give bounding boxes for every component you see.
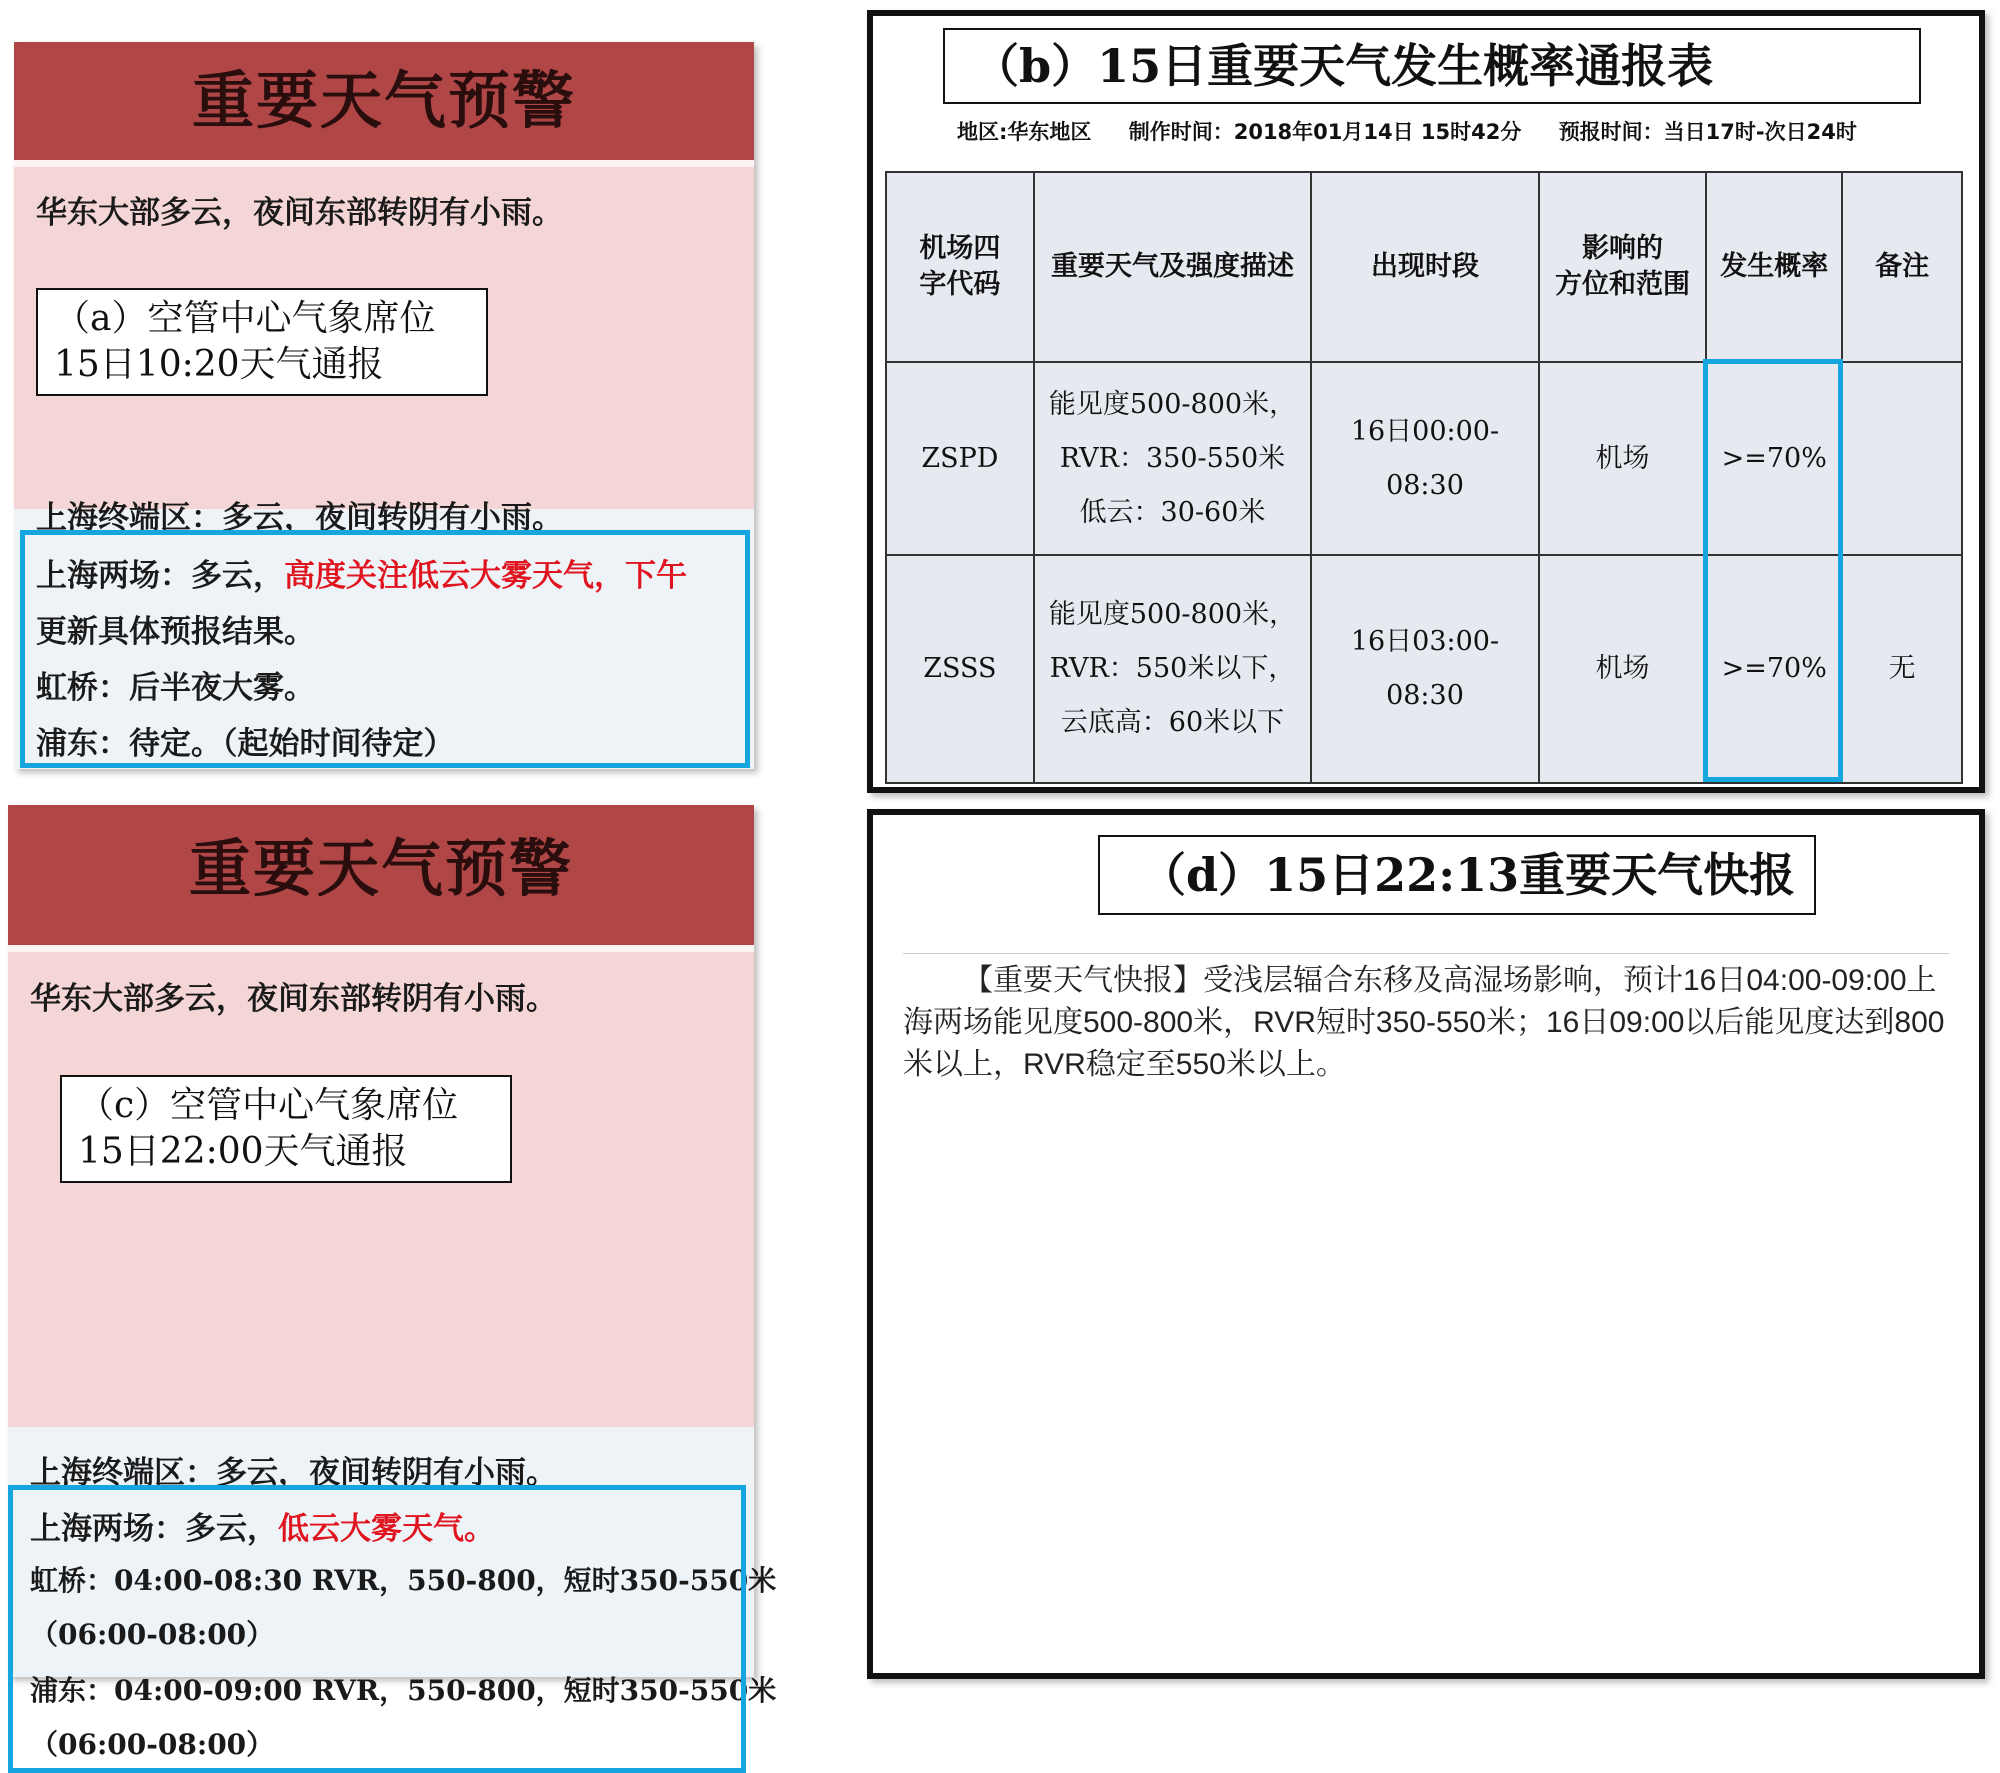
panel-b-meta: [957, 116, 1959, 146]
panel-a-header: 重要天气预警: [14, 42, 754, 160]
cell-desc: [1034, 362, 1311, 555]
warning-panel-c: [8, 805, 777, 1761]
panel-c-pink-area: [8, 952, 754, 1427]
panel-d-title: （d）15日22:13重要天气快报: [1098, 835, 1816, 915]
cell-desc-line3: 低云：30-60米: [1079, 496, 1266, 528]
panel-b-title: （b）15日重要天气发生概率通报表: [943, 28, 1921, 104]
panel-c-highlight-box: [8, 1485, 777, 1773]
panel-d-divider: [903, 953, 1949, 954]
probability-highlight-box: [1703, 359, 1843, 782]
panel-c-header: 重要天气预警: [8, 805, 754, 945]
panel-a-airports-cont: 更新具体预报结果。: [36, 614, 315, 650]
cell-desc-line1: 能见度500-800米，: [1048, 599, 1297, 630]
cell-note: 无: [1842, 555, 1962, 783]
warning-panel-a: [14, 42, 754, 769]
cell-desc-line1: 能见度500-800米，: [1048, 388, 1297, 420]
cell-desc-line2: RVR：550米以下，: [1049, 653, 1296, 684]
header-scope-line1: 影响的: [1582, 233, 1664, 264]
cell-period-line2: 08:30: [1386, 469, 1464, 501]
panel-a-summary: 华东大部多云，夜间东部转阴有小雨。: [36, 195, 563, 231]
header-desc: 重要天气及强度描述: [1034, 172, 1311, 362]
flash-report-panel-d: [867, 809, 1985, 1679]
panel-a-highlight-box: [20, 530, 750, 768]
panel-c-hongqiao: 虹桥：04:00-08:30 RVR，550-800，短时350-550米: [30, 1564, 777, 1597]
panel-c-hongqiao-time: （06:00-08:00）: [30, 1618, 275, 1651]
panel-c-airports-prefix: 上海两场：多云，: [30, 1511, 278, 1547]
panel-a-airports-alert: 高度关注低云大雾天气，下午: [284, 558, 687, 594]
panel-a-caption: [36, 288, 488, 396]
panel-c-caption-line2: 15日22:00天气通报: [78, 1131, 408, 1172]
header-icao-line2: 字代码: [919, 269, 1001, 300]
panel-b-region: 地区:华东地区: [957, 120, 1092, 144]
panel-c-caption-line1: （c）空管中心气象席位: [78, 1085, 459, 1126]
header-scope: [1539, 172, 1707, 362]
panel-c-pudong-time: （06:00-08:00）: [30, 1728, 275, 1761]
panel-a-airports-prefix: 上海两场：多云，: [36, 558, 284, 594]
panel-d-text: 【重要天气快报】受浅层辐合东移及高湿场影响，预计16日04:00-09:00上海两场能见度500-800米，RVR短时350-550米；16日09:00以后能见度达到800米以上，RVR稳定至550米以上。: [903, 964, 1945, 1081]
cell-desc: [1034, 555, 1311, 783]
panel-c-caption: [60, 1075, 512, 1183]
cell-scope: 机场: [1539, 555, 1707, 783]
header-icao-line1: 机场四: [919, 233, 1001, 264]
header-period: 出现时段: [1311, 172, 1539, 362]
panel-b-forecast-time: 预报时间：当日17时-次日24时: [1558, 120, 1857, 144]
cell-scope: 机场: [1539, 362, 1707, 555]
panel-c-summary: 华东大部多云，夜间东部转阴有小雨。: [30, 981, 557, 1017]
panel-c-pudong: 浦东：04:00-09:00 RVR，550-800，短时350-550米: [30, 1674, 777, 1707]
cell-icao: ZSPD: [886, 362, 1034, 555]
probability-panel-b: [867, 10, 1985, 793]
panel-c-airports-alert: 低云大雾天气。: [278, 1511, 495, 1547]
cell-desc-line2: RVR：350-550米: [1059, 442, 1286, 474]
cell-period-line2: 08:30: [1386, 680, 1464, 711]
cell-period-line1: 16日00:00-: [1350, 415, 1500, 447]
table-header-row: [886, 172, 1962, 362]
panel-a-terminal: 上海终端区：多云，夜间转阴有小雨。: [36, 500, 563, 536]
cell-prob: >=70%: [1706, 362, 1842, 555]
cell-prob: >=70%: [1706, 555, 1842, 783]
panel-c-terminal: 上海终端区：多云，夜间转阴有小雨。: [30, 1455, 557, 1491]
panel-a-hongqiao: 虹桥：后半夜大雾。: [36, 670, 315, 706]
cell-period: [1311, 362, 1539, 555]
panel-a-pudong: 浦东：待定。（起始时间待定）: [36, 726, 455, 762]
cell-desc-line3: 云底高：60米以下: [1060, 707, 1285, 738]
cell-icao: ZSSS: [886, 555, 1034, 783]
cell-period: [1311, 555, 1539, 783]
panel-a-caption-line1: （a）空管中心气象席位: [54, 298, 436, 339]
cell-period-line1: 16日03:00-: [1350, 626, 1500, 657]
panel-b-made-time: 制作时间：2018年01月14日 15时42分: [1128, 120, 1522, 144]
cell-note: [1842, 362, 1962, 555]
header-scope-line2: 方位和范围: [1555, 269, 1691, 300]
header-prob: 发生概率: [1706, 172, 1842, 362]
header-icao: [886, 172, 1034, 362]
header-note: 备注: [1842, 172, 1962, 362]
panel-a-caption-line2: 15日10:20天气通报: [54, 344, 384, 385]
